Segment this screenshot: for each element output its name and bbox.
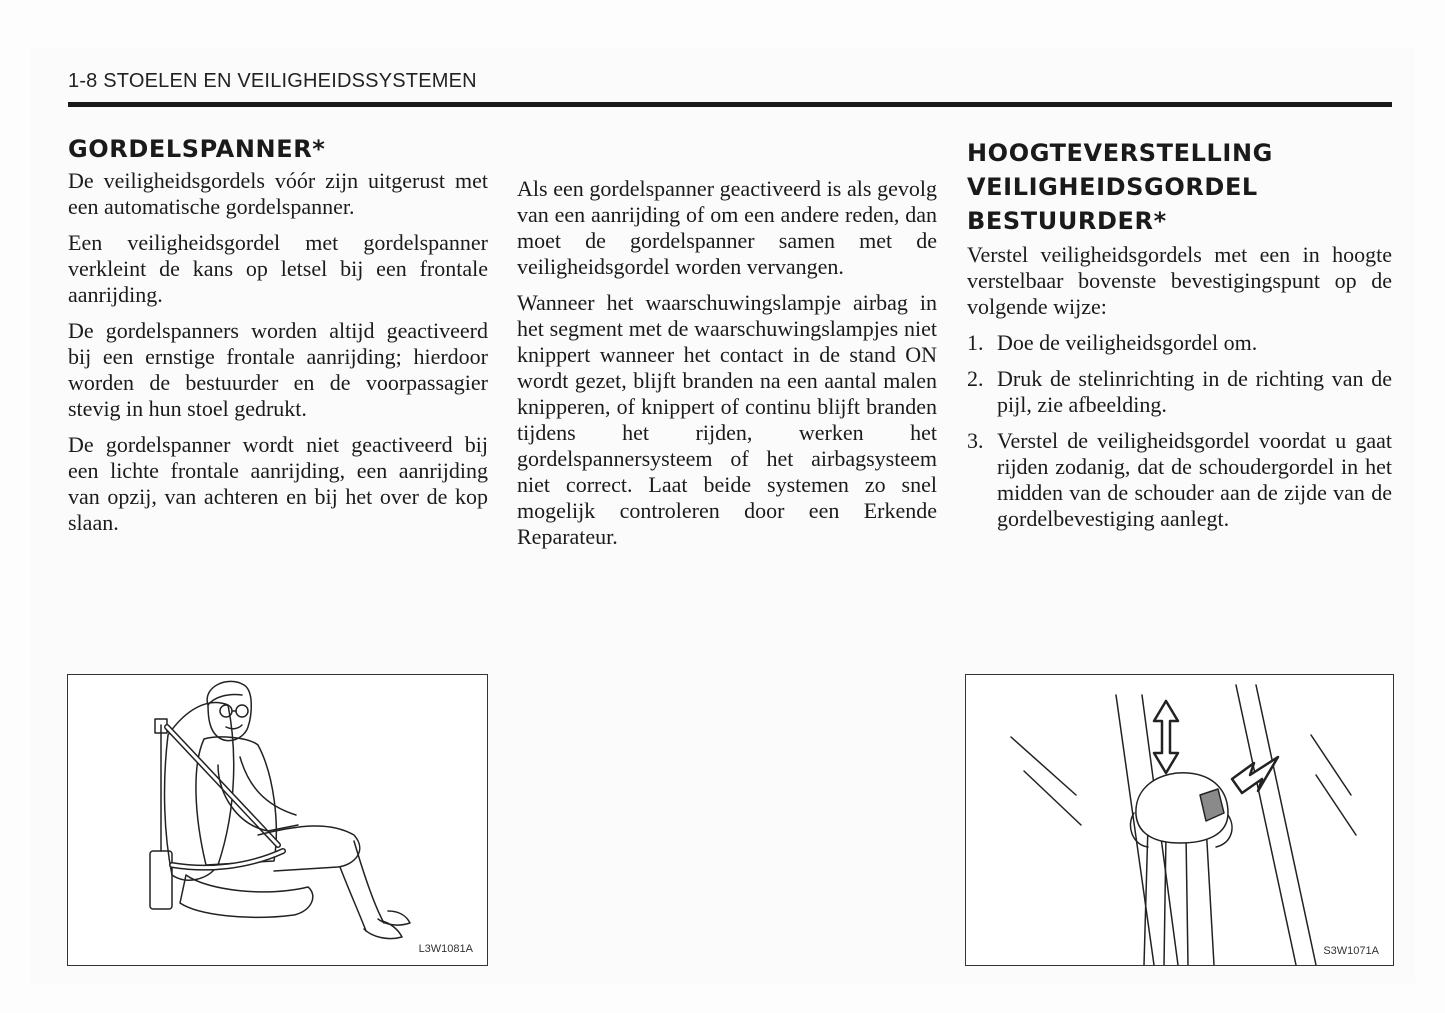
step-text: Doe de veiligheidsgordel om. [997,330,1258,355]
step-text: Druk de stelinrichting in de richting van de pijl, zie afbeelding. [997,366,1392,417]
header-rule [68,102,1392,107]
step-number: 2. [967,366,984,391]
page-header: 1-8 STOELEN EN VEILIGHEIDSSYSTEMEN [68,70,477,92]
section-heading-gordelspanner: GORDELSPANNER* [68,135,326,163]
list-item [967,330,1392,356]
figure-code: S3W1071A [1323,945,1379,957]
step-number: 3. [967,428,984,453]
paragraph: De gordelspanner wordt niet geactiveerd bij een lichte frontale aanrijding, een aanrijding van opzij, van achteren en bij het over de kop slaan. [68,432,488,535]
middle-column [517,176,937,560]
paragraph: De gordelspanners worden altijd geactiveerd bij een ernstige frontale aanrijding; hierdoor worden de bestuurder en de voorpassagier stevig in hun stoel gedrukt. [68,318,488,421]
left-column [68,136,488,546]
paragraph: Wanneer het waarschuwingslampje airbag in het segment met de waarschuwingslampjes niet knippert wanneer het contact in de stand ON wordt gezet, blijft branden na een aantal malen knipperen, of knippert of continu blijft branden tijdens het rijden, werken het gordelspannersysteem of het airbagsysteem niet correct. Laat beide systemen zo snel mogelijk controleren door een Erkende Reparateur. [517,290,937,549]
section-heading-hoogteverstelling [967,136,1392,238]
paragraph: Een veiligheidsgordel met gordelspanner verkleint de kans op letsel bij een frontale aanrijding. [68,230,488,307]
list-item [967,428,1392,532]
steps-list [967,330,1392,532]
paragraph: Als een gordelspanner geactiveerd is als gevolg van een aanrijding of om een andere reden, dan moet de gordelspanner samen met de veiligheidsgordel worden vervangen. [517,176,937,279]
heading-line: VEILIGHEIDSGORDEL [967,173,1258,201]
seatbelt-height-adjuster-illustration-icon [966,675,1393,965]
figure-height-adjuster [965,674,1394,966]
paragraph: De veiligheidsgordels vóór zijn uitgerust met een automatische gordelspanner. [68,168,488,219]
right-column [967,136,1392,542]
step-text: Verstel de veiligheidsgordel voordat u gaat rijden zodanig, dat de schoudergordel in het midden van de schouder aan de zijde van de gordelbevestiging aanlegt. [997,428,1392,531]
heading-line: HOOGTEVERSTELLING [967,139,1273,167]
step-number: 1. [967,330,984,355]
intro-paragraph: Verstel veiligheidsgordels met een in hoogte verstelbaar bovenste bevestigingspunt op de volgende wijze: [967,242,1392,319]
heading-line: BESTUURDER* [967,207,1167,235]
figure-seated-driver [67,674,488,966]
seated-driver-seatbelt-illustration-icon [68,675,487,965]
figure-code: L3W1081A [418,943,473,955]
list-item [967,366,1392,418]
